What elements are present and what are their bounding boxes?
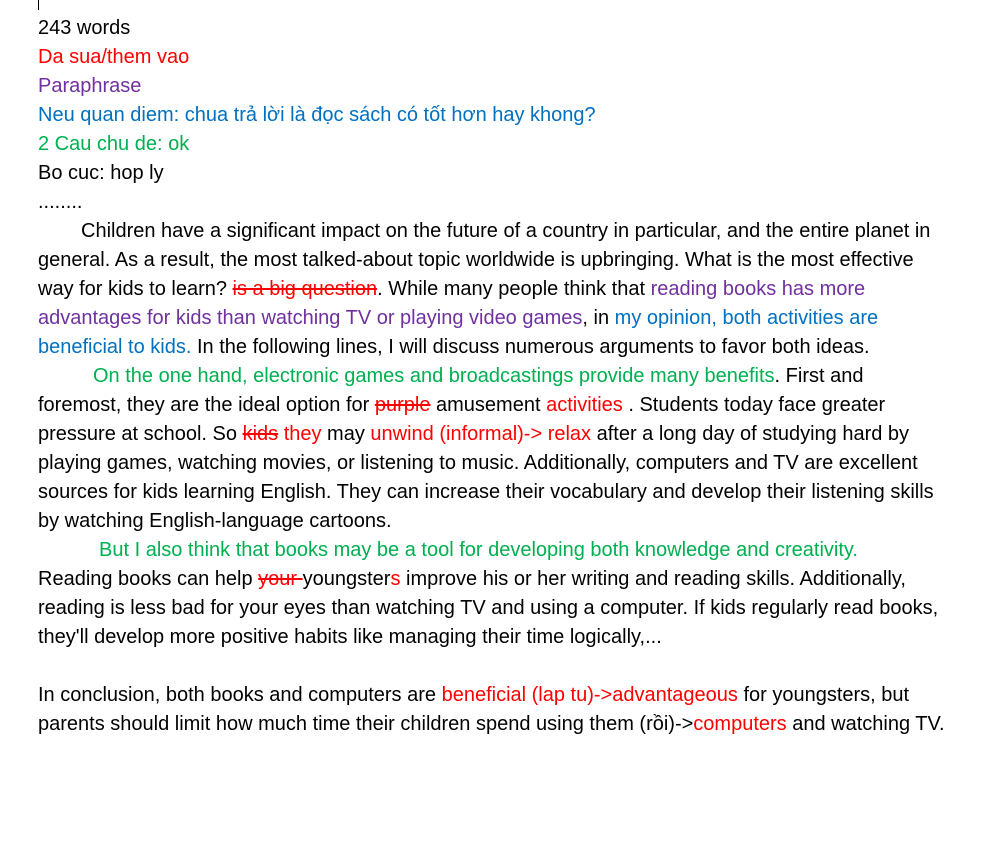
body-paragraph-2 <box>38 536 948 652</box>
body1-correction-1: activities <box>546 394 623 416</box>
body-paragraph-1 <box>38 362 948 536</box>
note-topic-sentences: 2 Cau chu de: ok <box>38 133 190 155</box>
body1-correction-3: unwind (informal)-> relax <box>370 423 592 445</box>
body1-deleted-word-2: kids <box>242 423 279 445</box>
body2-text-2: youngster <box>302 568 391 590</box>
intro-deleted-phrase: is a big question <box>232 278 378 300</box>
note-edited: Da sua/them vao <box>38 46 190 68</box>
conclusion-text-2: for youngsters, but parents should limit how much time their children spend using them (rồi)-> <box>38 684 910 735</box>
body1-deleted-word-1: purple <box>374 394 431 416</box>
conclusion-text-1: In conclusion, both books and computers are <box>38 684 442 706</box>
body2-text-1: Reading books can help <box>38 568 259 590</box>
body1-text-4: may <box>321 423 371 445</box>
text-cursor <box>38 0 39 10</box>
intro-paragraph <box>38 217 948 362</box>
conclusion-correction-2: computers <box>693 713 787 735</box>
conclusion-correction-1: beneficial (lap tu)->advantageous <box>441 684 738 706</box>
intro-text-3: , in <box>582 307 615 329</box>
ellipsis-separator: ........ <box>38 191 83 213</box>
intro-text-4: In the following lines, I will discuss numerous arguments to favor both ideas. <box>191 336 870 358</box>
body2-text-3: improve his or her writing and reading skills. Additionally, reading is less bad for your eyes than watching TV and using a computer. If kids regularly read books, they'll develop more positive habits like managing their time logically,... <box>38 568 939 648</box>
blank-line <box>38 652 948 681</box>
body1-text-3: . Students today face greater pressure at school. So <box>38 394 886 445</box>
body2-deleted-word: your <box>258 568 303 590</box>
intro-opinion-highlight: my opinion, both activities are beneficial to kids. <box>38 307 879 358</box>
note-paraphrase: Paraphrase <box>38 75 142 97</box>
word-count: 243 words <box>38 17 131 39</box>
body1-correction-2: they <box>278 423 322 445</box>
document-body[interactable] <box>38 14 948 739</box>
intro-text-2: . While many people think that <box>377 278 651 300</box>
intro-text-1: Children have a significant impact on the future of a country in particular, and the entire planet in general. As a result, the most talked-about topic worldwide is upbringing. What is the most effective way for kids to learn? <box>38 220 931 300</box>
body1-text-1: . First and foremost, they are the ideal option for <box>38 365 864 416</box>
conclusion-text-3: and watching TV. <box>786 713 945 735</box>
body1-topic-sentence: On the one hand, electronic games and broadcastings provide many benefits <box>93 365 775 387</box>
note-layout: Bo cuc: hop ly <box>38 162 164 184</box>
note-opinion: Neu quan diem: chua trả lời là đọc sách có tốt hơn hay khong? <box>38 104 596 126</box>
body2-correction: s <box>390 568 401 590</box>
body2-topic-sentence: But I also think that books may be a tool for developing both knowledge and creativity. <box>99 539 858 561</box>
intro-paraphrase-highlight: reading books has more advantages for kids than watching TV or playing video games <box>38 278 866 329</box>
body1-text-2: amusement <box>430 394 547 416</box>
body1-text-5: after a long day of studying hard by playing games, watching movies, or listening to music. Additionally, computers and TV are excellent sources for kids learning English. They can increase their vocabulary and develop their listening skills by watching English-language cartoons. <box>38 423 934 532</box>
conclusion-paragraph <box>38 681 948 739</box>
